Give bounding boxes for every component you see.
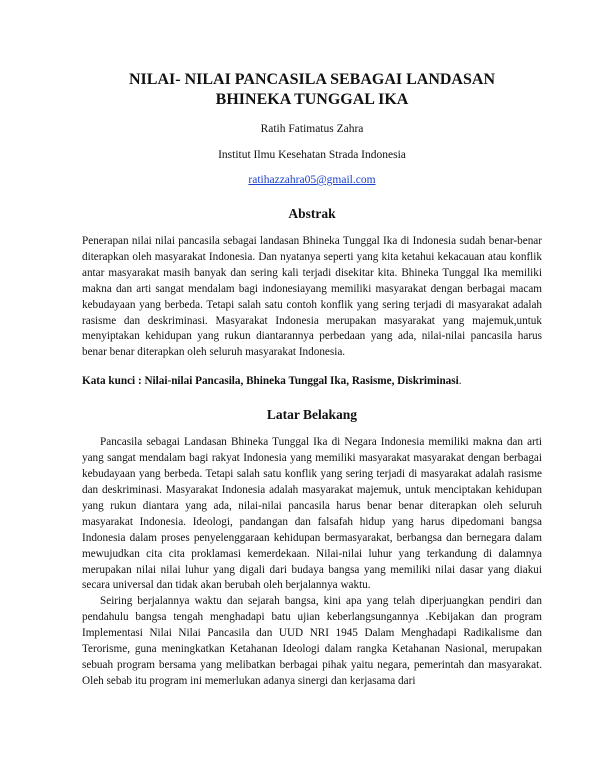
keywords-label: Kata kunci : Nilai-nilai Pancasila, Bhineka Tunggal Ika, Rasisme, Diskriminasi [82, 375, 459, 388]
keywords-end: . [458, 375, 462, 388]
keywords [82, 375, 542, 387]
abstract-text: Penerapan nilai nilai pancasila sebagai landasan Bhineka Tunggal Ika di Indonesia sudah benar-benar diterapkan oleh masyarakat Indonesia. Dan nyatanya seperti yang kita ketahui kekacauan atau konflik antar masyarakat masih banyak dan sering kali terjadi disekitar kita. Bhineka Tunggal Ika memiliki makna dan arti sangat mendalam bagi indonesiayang memiliki masyarakat dengan berbagai macam kebudayaan yang berbeda. Tetapi salah satu contoh konflik yang sering terjadi di masyarakat adalah rasisme dan deskriminasi. Masyarakat Indonesia merupakan masyarakat yang majemuk,untuk menyiptakan kehidupan yang rukun diantarannya perbedaan yang ada, nilai-nilai pancasila harus benar benar diterapkan oleh seluruh masyarakat Indonesia. [82, 235, 542, 359]
author-name: Ratih Fatimatus Zahra [260, 123, 364, 135]
email-link[interactable]: ratihazzahra05@gmail.com [248, 174, 376, 186]
author-email [82, 174, 542, 186]
background-paragraph-1: Pancasila sebagai Landasan Bhineka Tunggal Ika di Negara Indonesia memiliki makna dan arti yang sangat mendalam bagi rakyat Indonesia yang memiliki masyarakat masyarakat dengan berbagai kebudayaan yang berbeda. Tetapi salah satu konflik yang sering terjadi di masyarakat adalah rasisme dan deskriminasi. Masyarakat Indonesia adalah masyarakat majemuk, untuk menciptakan kehidupan yang rukun diantara yang ada, nilai-nilai pancasila harus benar benar diterapkan oleh seluruh masyarakat Indonesia. Ideologi, pandangan dan falsafah hidup yang harus dipedomani bangsa Indonesia dalam proses penyelenggaraan kehidupan bermasyarakat, berbangsa dan bernegara dalam mewujudkan cita cita proklamasi kemerdekaan. Nilai-nilai luhur yang terkandung di dalamnya merupakan nilai nilai luhur yang digali dari budaya bangsa yang memiliki nilai dasar yang diakui secara universal dan tidak akan berubah oleh berjalannya waktu. [82, 436, 542, 592]
background-paragraph-2: Seiring berjalannya waktu dan sejarah bangsa, kini apa yang telah diperjuangkan pendiri dan pendahulu bangsa tengah menghadapi batu ujian keberlangsungannya .Kebijakan dan program Implementasi Nilai Nilai Pancasila dan UUD NRI 1945 Dalam Menghadapi Radikalisme dan Terorisme, guna meningkatkan Ketahanan Ideologi dalam rangka Ketahanan Nasional, merupakan sebuah program bersama yang melibatkan berbagai pihak yaitu negara, pemerintah dan masyarakat. Oleh sebab itu program ini memerlukan adanya sinergi dan kerjasama dari [82, 595, 542, 687]
author-affiliation: Institut Ilmu Kesehatan Strada Indonesia [218, 149, 406, 161]
abstract-heading: Abstrak [288, 206, 336, 221]
background-body [82, 435, 542, 690]
paper-title: NILAI- NILAI PANCASILA SEBAGAI LANDASAN BHINEKA TUNGGAL IKA [129, 71, 495, 108]
background-heading: Latar Belakang [266, 407, 358, 423]
